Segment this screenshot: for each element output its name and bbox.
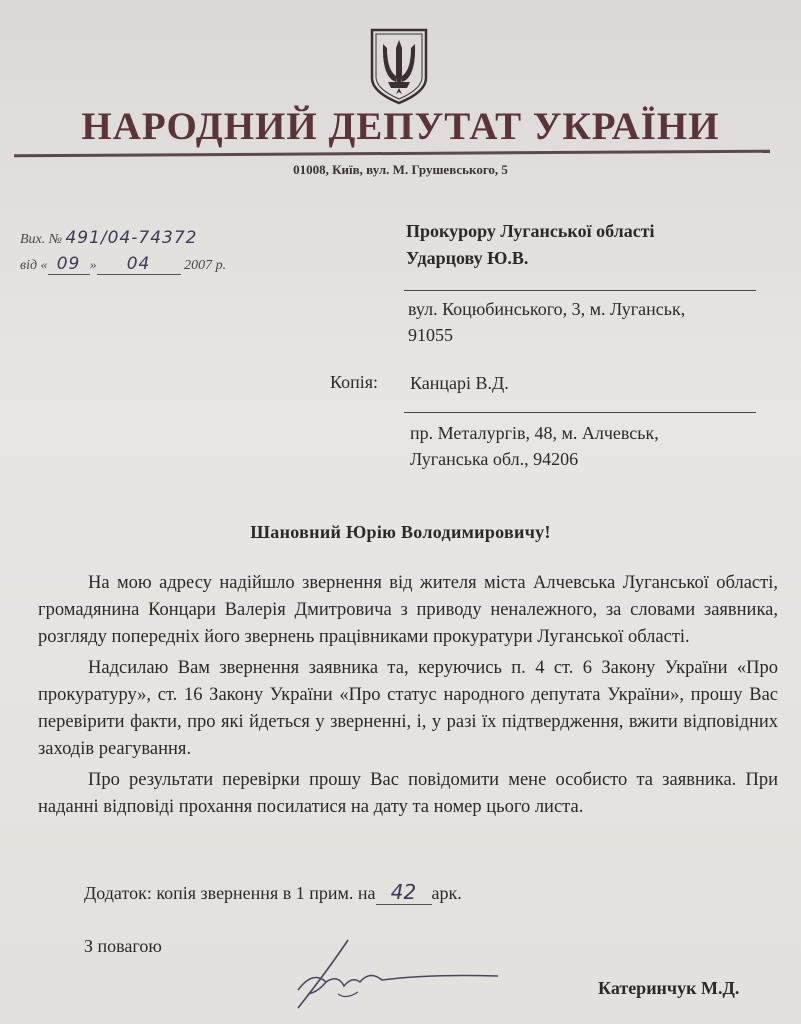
copy-name: Канцарі В.Д. xyxy=(410,373,509,393)
recipient-address xyxy=(408,296,685,348)
copy-address-line-2: Луганська обл., 94206 xyxy=(410,449,579,469)
body-paragraph: Про результати перевірки прошу Вас повідомити мене особисто та заявника. При наданні відповіді прохання посилатися на дату та номер цього листа. xyxy=(38,770,778,817)
letter-body xyxy=(38,570,778,825)
attachment-line xyxy=(84,880,462,905)
salutation: Шановний Юрію Володимировичу! xyxy=(250,522,551,542)
recipient-line-1: Прокурору Луганської області xyxy=(406,221,655,241)
letterhead-divider xyxy=(14,150,770,158)
attachment-count: 42 xyxy=(376,880,432,905)
recipient-block xyxy=(406,218,655,272)
trident-emblem-icon xyxy=(366,26,432,106)
attachment-suffix: арк. xyxy=(431,883,462,903)
signer-name: Катеринчук М.Д. xyxy=(598,978,740,998)
body-paragraph: Надсилаю Вам звернення заявника та, керуючись п. 4 ст. 6 Закону України «Про прокуратуру», ст. 16 Закону України «Про статус народного депутата України», прошу Вас перевірити факти, про які йдеться у зверненні, і, у разі їх підтвердження, вжити відповідних заходів реагування. xyxy=(38,658,778,759)
copy-label: Копія: xyxy=(330,372,379,392)
outgoing-number-value: 491/04-74372 xyxy=(65,228,198,248)
attachment-prefix: Додаток: копія звернення в 1 прим. на xyxy=(84,883,376,903)
letterhead-address: 01008, Київ, вул. М. Грушевського, 5 xyxy=(293,162,508,177)
outgoing-reference xyxy=(20,228,226,275)
date-label: від « xyxy=(20,258,48,273)
recipient-line-2: Ударцову Ю.В. xyxy=(406,248,529,268)
date-year: 2007 р. xyxy=(184,258,227,273)
date-day: 09 xyxy=(48,254,90,275)
copy-address xyxy=(410,420,659,472)
body-paragraph: На мою адресу надійшло звернення від жителя міста Алчевська Луганської області, громадянина Концари Валерія Дмитровича з приводу неналежного, за словами заявника, розгляду попередніх його звернень працівниками прокуратури Луганської області. xyxy=(38,573,778,647)
letterhead-title: НАРОДНИЙ ДЕПУТАТ УКРАЇНИ xyxy=(81,105,720,148)
recipient-underline xyxy=(404,290,756,291)
copy-underline xyxy=(404,412,756,413)
outgoing-number-label: Вих. № xyxy=(20,232,62,247)
date-month: 04 xyxy=(97,254,181,275)
copy-address-line-1: пр. Металургів, 48, м. Алчевськ, xyxy=(410,423,659,443)
recipient-address-line-2: 91055 xyxy=(408,325,453,345)
date-day-close: » xyxy=(89,258,97,273)
handwritten-signature xyxy=(278,930,508,1020)
recipient-address-line-1: вул. Коцюбинського, 3, м. Луганськ, xyxy=(408,299,686,319)
closing-regards: З повагою xyxy=(84,936,162,956)
